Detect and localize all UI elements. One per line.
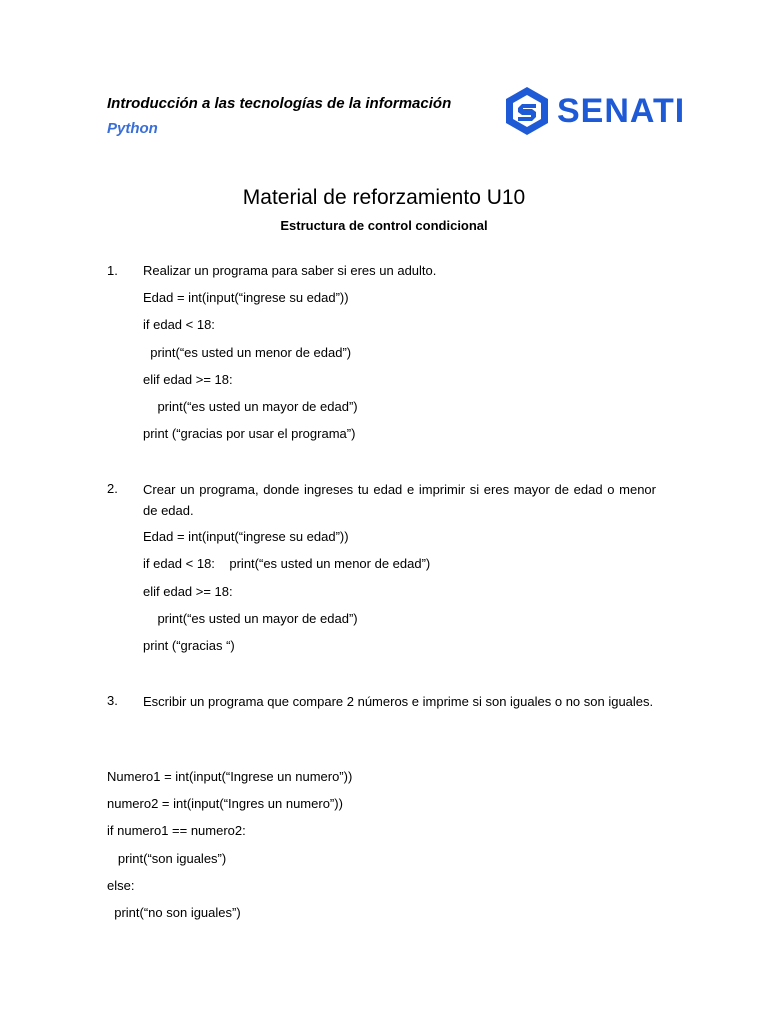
- exercise-3-code-line: print(“son iguales”): [107, 851, 227, 866]
- exercise-1-code-line: print(“es usted un menor de edad”): [143, 345, 352, 360]
- senati-logo: [500, 84, 690, 138]
- exercise-2-statement: Crear un programa, donde ingreses tu edad e imprimir si eres mayor de edad o menor de edad.: [143, 482, 656, 518]
- exercise-3-statement: Escribir un programa que compare 2 números e imprime si son iguales o no son iguales.: [143, 694, 654, 709]
- exercise-3-code-line: if numero1 == numero2:: [107, 823, 246, 838]
- exercise-3-code-line: else:: [107, 878, 135, 893]
- exercise-2-code-line: print (“gracias “): [143, 638, 235, 653]
- exercise-1-code-line: print(“es usted un mayor de edad”): [143, 399, 358, 414]
- exercise-3-number: 3.: [107, 693, 118, 708]
- exercise-3-code-line: print(“no son iguales”): [107, 905, 241, 920]
- exercise-1-code-line: Edad = int(input(“ingrese su edad”)): [143, 290, 349, 305]
- exercise-1-statement: Realizar un programa para saber si eres un adulto.: [143, 263, 437, 278]
- document-subtitle: Estructura de control condicional: [280, 218, 488, 233]
- exercise-2-number: 2.: [107, 481, 118, 496]
- exercise-2-code-line: print(“es usted un mayor de edad”): [143, 611, 358, 626]
- exercise-2-code-line: elif edad >= 18:: [143, 584, 233, 599]
- course-title: Introducción a las tecnologías de la información: [107, 95, 452, 112]
- senati-logo-icon: [500, 84, 554, 138]
- exercise-2-code-line: if edad < 18: print(“es usted un menor de edad”): [143, 556, 431, 571]
- senati-logo-text: SENATI: [557, 92, 686, 130]
- document-title: Material de reforzamiento U10: [242, 186, 526, 209]
- exercise-1-code-line: if edad < 18:: [143, 317, 215, 332]
- exercise-1-number: 1.: [107, 263, 118, 278]
- exercise-1-code-line: print (“gracias por usar el programa”): [143, 426, 356, 441]
- course-topic: Python: [107, 120, 158, 137]
- exercise-2-code-line: Edad = int(input(“ingrese su edad”)): [143, 529, 349, 544]
- exercise-3-code-line: Numero1 = int(input(“Ingrese un numero”)): [107, 769, 353, 784]
- exercise-1-code-line: elif edad >= 18:: [143, 372, 233, 387]
- exercise-3-code-line: numero2 = int(input(“Ingres un numero”)): [107, 796, 343, 811]
